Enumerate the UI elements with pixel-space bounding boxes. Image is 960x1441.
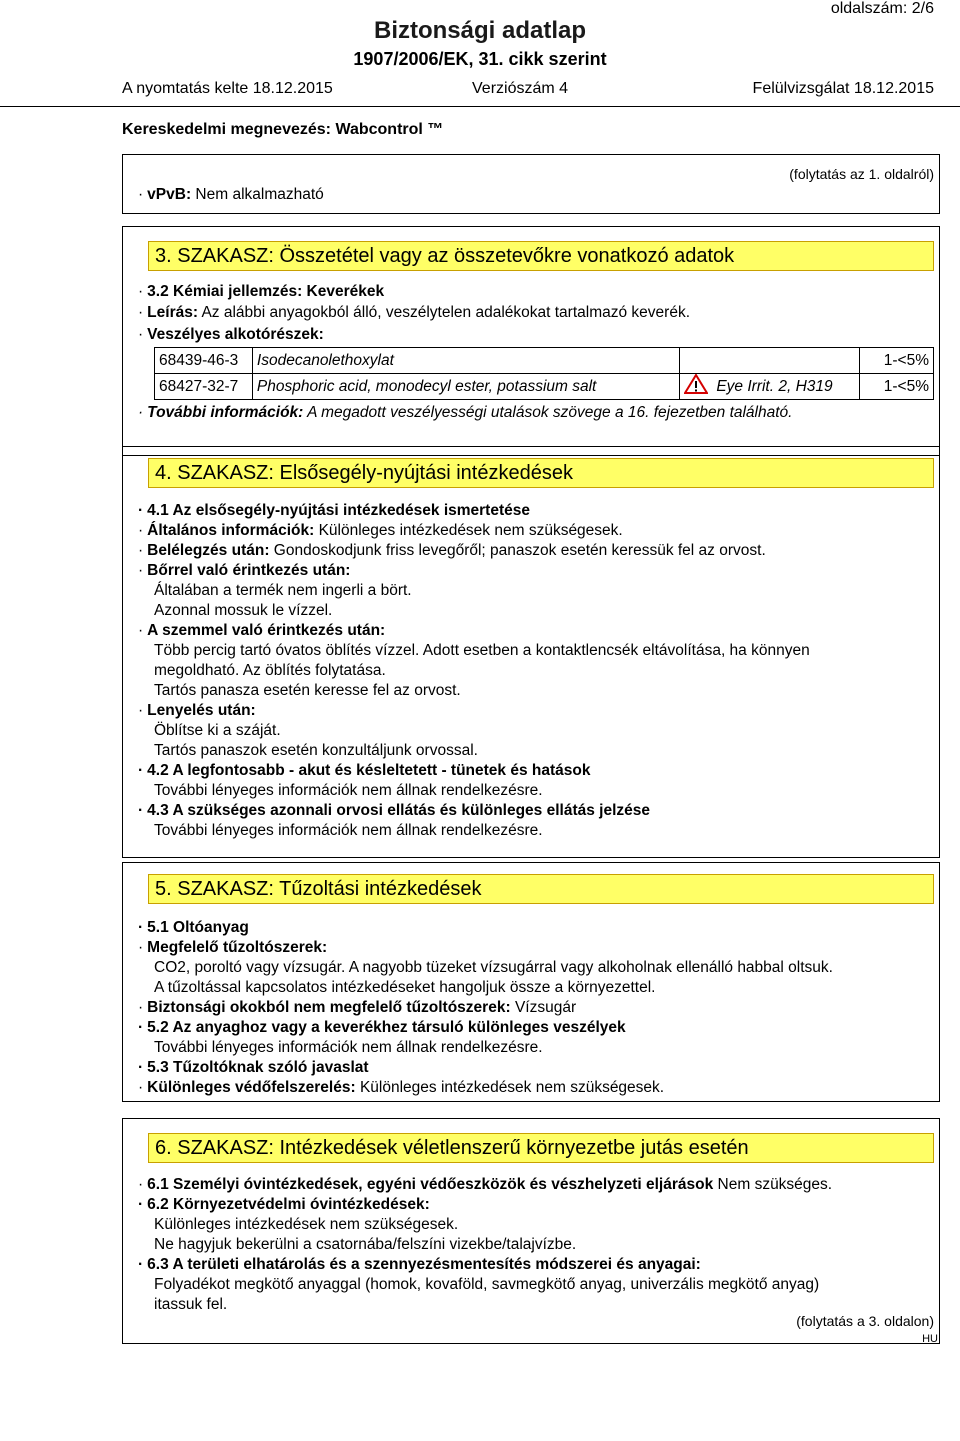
unsuitable-media-label: Biztonsági okokból nem megfelelő tűzoltószerek: (147, 999, 511, 1016)
firefighter-advice-heading: 5.3 Tűzoltóknak szóló javaslat (147, 1059, 369, 1076)
extinguishing-media-heading: 5.1 Oltóanyag (147, 919, 249, 936)
suitable-media-text-1: CO2, poroltó vagy vízsugár. A nagyobb tüzeket vízsugárral vagy alkoholnak ellenálló habbal oltsuk. (154, 959, 833, 976)
sec3-line-3: · Veszélyes alkotórészek: (138, 326, 324, 343)
section-4-title: 4. SZAKASZ: Elsősegély-nyújtási intézkedések (148, 458, 934, 488)
component-name: Isodecanolethoxylat (252, 348, 679, 374)
concentration: 1-<5% (860, 348, 934, 374)
regulation-subtitle: 1907/2006/EK, 31. cikk szerint (353, 49, 607, 69)
exclamation-warning-icon (684, 374, 708, 399)
cas-number: 68439-46-3 (155, 348, 253, 374)
sec4-general: · Általános információk: Különleges intézkedések nem szükségesek. (138, 522, 623, 539)
eye-text-2: megoldható. Az öblítés folytatása. (154, 662, 386, 679)
chemical-characterization: 3.2 Kémiai jellemzés: Keverékek (147, 283, 385, 300)
sec3-line-1: · 3.2 Kémiai jellemzés: Keverékek (138, 283, 385, 300)
continued-to: (folytatás a 3. oldalon) (796, 1313, 934, 1329)
skin-text-1: Általában a termék nem ingerli a bört. (154, 582, 412, 599)
general-info-text: Különleges intézkedések nem szükségesek. (318, 522, 623, 539)
section-5-title: 5. SZAKASZ: Tűzoltási intézkedések (148, 874, 934, 904)
containment-text-2: itassuk fel. (154, 1296, 228, 1313)
medical-attention-heading: 4.3 A szükséges azonnali orvosi ellátás és különleges ellátás jelzése (147, 802, 651, 819)
sec5-h51: · 5.1 Oltóanyag (138, 919, 249, 936)
vpvb-label: vPvB: (147, 186, 192, 203)
sec5-h53: · 5.3 Tűzoltóknak szóló javaslat (138, 1059, 369, 1076)
component-name: Phosphoric acid, monodecyl ester, potassium salt (252, 374, 679, 400)
environmental-text-2: Ne hagyjuk bekerülni a csatornába/felszíni vizekbe/talajvízbe. (154, 1236, 577, 1253)
version: Verziószám 4 (472, 80, 569, 97)
skin-contact-label: Bőrrel való érintkezés után: (147, 562, 351, 579)
containment-methods-heading: 6.3 A területi elhatárolás és a szennyezésmentesítés módszerei és anyagai: (147, 1256, 701, 1273)
print-date: A nyomtatás kelte 18.12.2015 (122, 80, 333, 97)
section-6-title: 6. SZAKASZ: Intézkedések véletlenszerű környezetbe jutás esetén (148, 1133, 934, 1163)
table-row (155, 348, 934, 374)
special-hazards-heading: 5.2 Az anyaghoz vagy a keverékhez társuló különleges veszélyek (147, 1019, 626, 1036)
ingestion-text-1: Öblítse ki a száját. (154, 722, 281, 739)
sec6-h63: · 6.3 A területi elhatárolás és a szennyezésmentesítés módszerei és anyagai: (138, 1256, 701, 1273)
sec4-inhalation: · Belélegzés után: Gondoskodjunk friss levegőről; panaszok esetén keressük fel az orvost. (138, 542, 766, 559)
sec5-ppe: · Különleges védőfelszerelés: Különleges intézkedések nem szükségesek. (138, 1079, 665, 1096)
suitable-media-text-2: A tűzoltással kapcsolatos intézkedéseket hangoljuk össze a környezettel. (154, 979, 656, 996)
dangerous-components-label: Veszélyes alkotórészek: (147, 326, 324, 343)
sec6-h62: · 6.2 Környezetvédelmi óvintézkedések: (138, 1196, 430, 1213)
hazard-cell (680, 374, 860, 400)
sec6-h61: · 6.1 Személyi óvintézkedések, egyéni védőeszközök és vészhelyzeti eljárások Nem szükséges. (138, 1176, 833, 1193)
environmental-text-1: Különleges intézkedések nem szükségesek. (154, 1216, 459, 1233)
cas-number: 68427-32-7 (155, 374, 253, 400)
personal-precautions-text: Nem szükséges. (717, 1176, 833, 1193)
personal-precautions-heading: 6.1 Személyi óvintézkedések, egyéni védőeszközök és vészhelyzeti eljárások (147, 1176, 714, 1193)
skin-text-2: Azonnal mossuk le vízzel. (154, 602, 333, 619)
suitable-media-label: Megfelelő tűzoltószerek: (147, 939, 328, 956)
revision-date: Felülvizsgálat 18.12.2015 (752, 80, 934, 97)
medical-attention-text: További lényeges információk nem állnak rendelkezésre. (154, 822, 543, 839)
components-table (154, 347, 934, 400)
sec4-h43: · 4.3 A szükséges azonnali orvosi ellátás és különleges ellátás jelzése (138, 802, 651, 819)
protective-equipment-label: Különleges védőfelszerelés: (147, 1079, 356, 1096)
special-hazards-text: További lényeges információk nem állnak rendelkezésre. (154, 1039, 543, 1056)
eye-text-1: Több percig tartó óvatos öblítés vízzel. Adott esetben a kontaktlencsék eltávolítása, ha könnyen (154, 642, 810, 659)
trade-name: Kereskedelmi megnevezés: Wabcontrol ™ (122, 121, 444, 138)
vpvb-value: Nem alkalmazható (195, 186, 324, 203)
sec4-eye: · A szemmel való érintkezés után: (138, 622, 386, 639)
sec4-ingestion: · Lenyelés után: (138, 702, 256, 719)
description-text: Az alábbi anyagokból álló, veszélytelen adalékokat tartalmazó keverék. (201, 304, 690, 321)
header-divider (0, 106, 960, 107)
eye-text-3: Tartós panasza esetén keresse fel az orvost. (154, 682, 461, 699)
further-info-label: További információk: (147, 404, 304, 421)
sec3-line-4: · További információk: A megadott veszélyességi utalások szövege a 16. fejezetben található. (138, 404, 793, 421)
sec4-skin: · Bőrrel való érintkezés után: (138, 562, 351, 579)
ingestion-text-2: Tartós panaszok esetén konzultáljunk orvossal. (154, 742, 478, 759)
page-number: oldalszám: 2/6 (830, 0, 934, 17)
first-aid-description-heading: 4.1 Az elsősegély-nyújtási intézkedések ismertetése (147, 502, 530, 519)
unsuitable-media-text: Vízsugár (514, 999, 577, 1016)
sec4-h41: · 4.1 Az elsősegély-nyújtási intézkedések ismertetése (138, 502, 530, 519)
concentration: 1-<5% (860, 374, 934, 400)
sec5-suitable: · Megfelelő tűzoltószerek: (138, 939, 328, 956)
inhalation-text: Gondoskodjunk friss levegőről; panaszok esetén keressük fel az orvost. (273, 542, 766, 559)
inhalation-label: Belélegzés után: (147, 542, 270, 559)
language-code: HU (922, 1333, 938, 1345)
sec3-line-2: · Leírás: Az alábbi anyagokból álló, veszélytelen adalékokat tartalmazó keverék. (138, 304, 690, 321)
document-title: Biztonsági adatlap (373, 17, 587, 44)
continuation-box (122, 154, 940, 214)
sec4-h42: · 4.2 A legfontosabb - akut és késleltetett - tünetek és hatások (138, 762, 591, 779)
containment-text-1: Folyadékot megkötő anyaggal (homok, kovaföld, savmegkötő anyag, univerzális megkötő anyag) (154, 1276, 820, 1293)
continued-from: (folytatás az 1. oldalról) (789, 166, 934, 182)
symptoms-text: További lényeges információk nem állnak rendelkezésre. (154, 782, 543, 799)
hazard-class: Eye Irrit. 2, H319 (716, 378, 833, 395)
further-info-text: A megadott veszélyességi utalások szövege a 16. fejezetben található. (307, 404, 793, 421)
vpvb-line: · vPvB: Nem alkalmazható (138, 186, 324, 203)
protective-equipment-text: Különleges intézkedések nem szükségesek. (359, 1079, 665, 1096)
environmental-precautions-heading: 6.2 Környezetvédelmi óvintézkedések: (147, 1196, 430, 1213)
hazard-class (680, 348, 860, 374)
table-row (155, 374, 934, 400)
section-3-title: 3. SZAKASZ: Összetétel vagy az összetevőkre vonatkozó adatok (148, 241, 934, 271)
general-info-label: Általános információk: (147, 522, 315, 539)
sec5-unsuitable: · Biztonsági okokból nem megfelelő tűzoltószerek: Vízsugár (138, 999, 577, 1016)
symptoms-heading: 4.2 A legfontosabb - akut és késleltetett - tünetek és hatások (147, 762, 591, 779)
eye-contact-label: A szemmel való érintkezés után: (147, 622, 386, 639)
sec5-h52: · 5.2 Az anyaghoz vagy a keverékhez társuló különleges veszélyek (138, 1019, 626, 1036)
ingestion-label: Lenyelés után: (147, 702, 256, 719)
description-label: Leírás: (147, 304, 199, 321)
